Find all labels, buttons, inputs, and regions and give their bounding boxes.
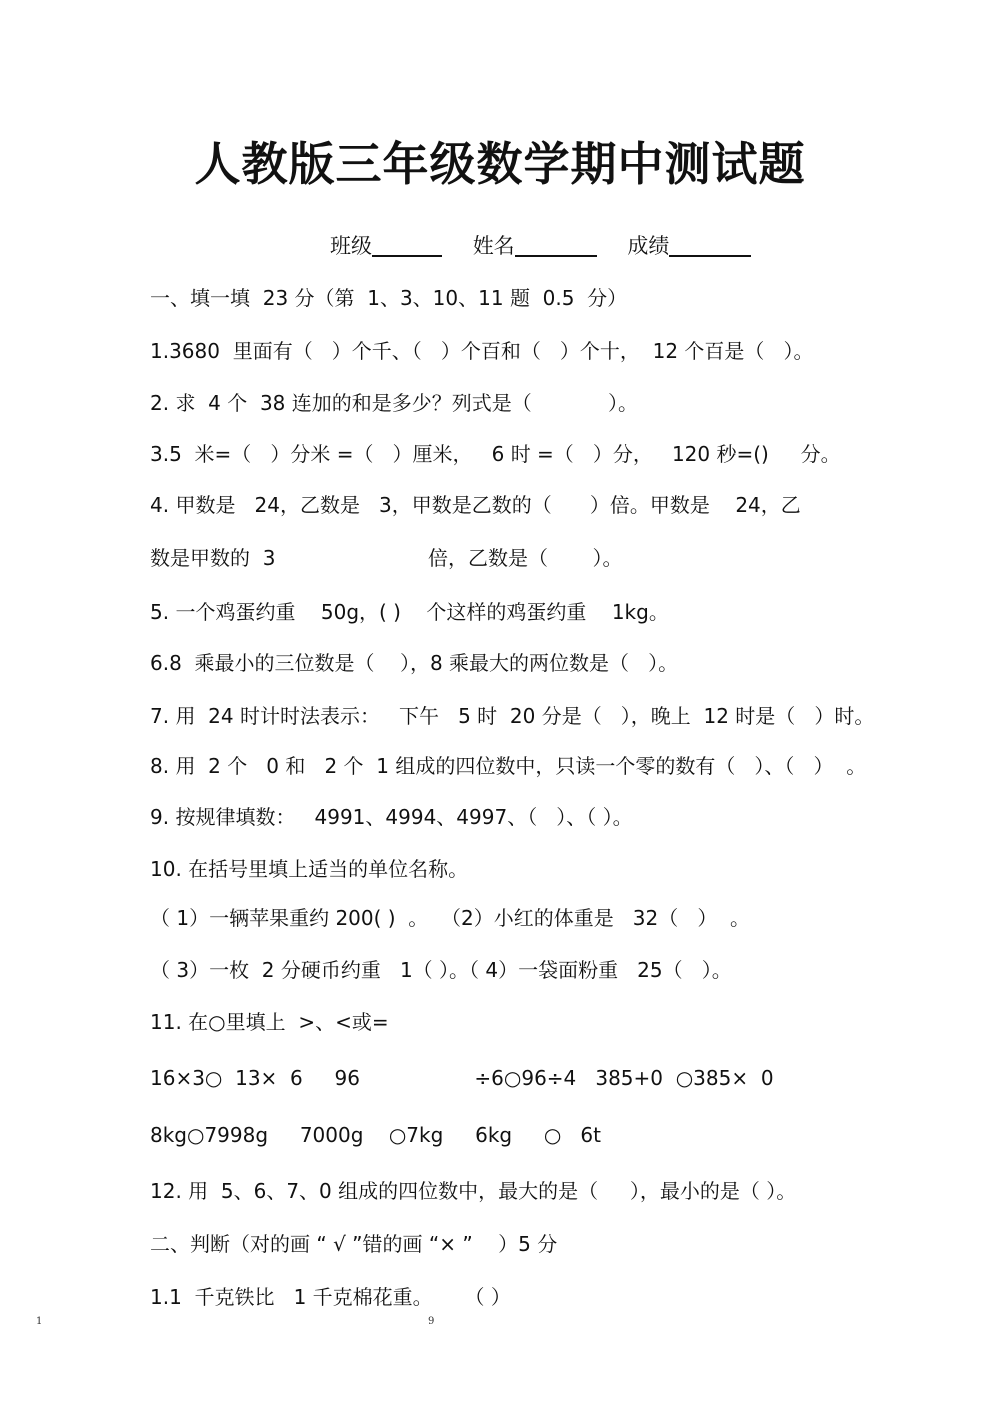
page-number-left: 1 (36, 1316, 43, 1327)
question-line: 12. 用 5、6、7、0 组成的四位数中，最大的是（ ），最小的是（ ）。 (150, 1179, 797, 1203)
score-field (627, 230, 751, 260)
question-line: 4. 甲数是 24，乙数是 3，甲数是乙数的（ ）倍。甲数是 24，乙 (150, 493, 801, 517)
name-label: 姓名 (472, 234, 515, 258)
student-info-row (330, 230, 775, 260)
question-line: 9. 按规律填数： 4991、4994、4997、（ ）、（ ）。 (150, 805, 633, 829)
class-label: 班级 (330, 234, 372, 258)
page-title: 人教版三年级数学期中测试题 (194, 137, 806, 191)
question-line: 10. 在括号里填上适当的单位名称。 (150, 857, 469, 881)
question-line: （ 3）一枚 2 分硬币约重 1（ ）。（ 4）一袋面粉重 25（ ）。 (150, 958, 732, 982)
question-line: 数是甲数的 3 倍，乙数是（ ）。 (150, 546, 623, 570)
question-line: 16×3○ 13× 6 96 ÷6○96÷4 385+0 ○385× 0 (150, 1066, 774, 1090)
class-field (330, 230, 442, 260)
question-line: 1.1 千克铁比 1 千克棉花重。 （ ） (150, 1285, 511, 1309)
question-line: 5. 一个鸡蛋约重 50g，( ) 个这样的鸡蛋约重 1kg。 (150, 600, 669, 624)
question-line: 8. 用 2 个 0 和 2 个 1 组成的四位数中，只读一个零的数有（ ）、（ ） 。 (150, 754, 867, 778)
question-line: （ 1）一辆苹果重约 200( ) 。 （2）小红的体重是 32（ ） 。 (150, 906, 751, 930)
question-line: 6.8 乘最小的三位数是（ ），8 乘最大的两位数是（ ）。 (150, 651, 679, 675)
page-number-center: 9 (428, 1316, 435, 1327)
question-line: 2. 求 4 个 38 连加的和是多少？列式是（ ）。 (150, 391, 639, 415)
name-blank (515, 233, 597, 257)
name-field (473, 230, 597, 260)
question-line: 7. 用 24 时计时法表示： 下午 5 时 20 分是（ ），晚上 12 时是（ ）时。 (150, 704, 875, 728)
question-line: 1.3680 里面有（ ）个千、（ ）个百和（ ）个十， 12 个百是（ ）。 (150, 339, 814, 363)
section-2-heading: 二、判断（对的画 “ √ ”错的画 “× ” ）5 分 (150, 1232, 558, 1256)
class-blank (372, 233, 442, 257)
score-blank (669, 233, 751, 257)
question-line: 11. 在○里填上 >、<或= (150, 1010, 389, 1034)
section-1-heading: 一、填一填 23 分（第 1、3、10、11 题 0.5 分） (150, 286, 628, 310)
question-line: 8kg○7998g 7000g ○7kg 6kg ○ 6t (150, 1123, 601, 1147)
question-line: 3.5 米=（ ）分米 =（ ）厘米， 6 时 =（ ）分， 120 秒=() 分。 (150, 442, 841, 466)
score-label: 成绩 (627, 234, 670, 258)
